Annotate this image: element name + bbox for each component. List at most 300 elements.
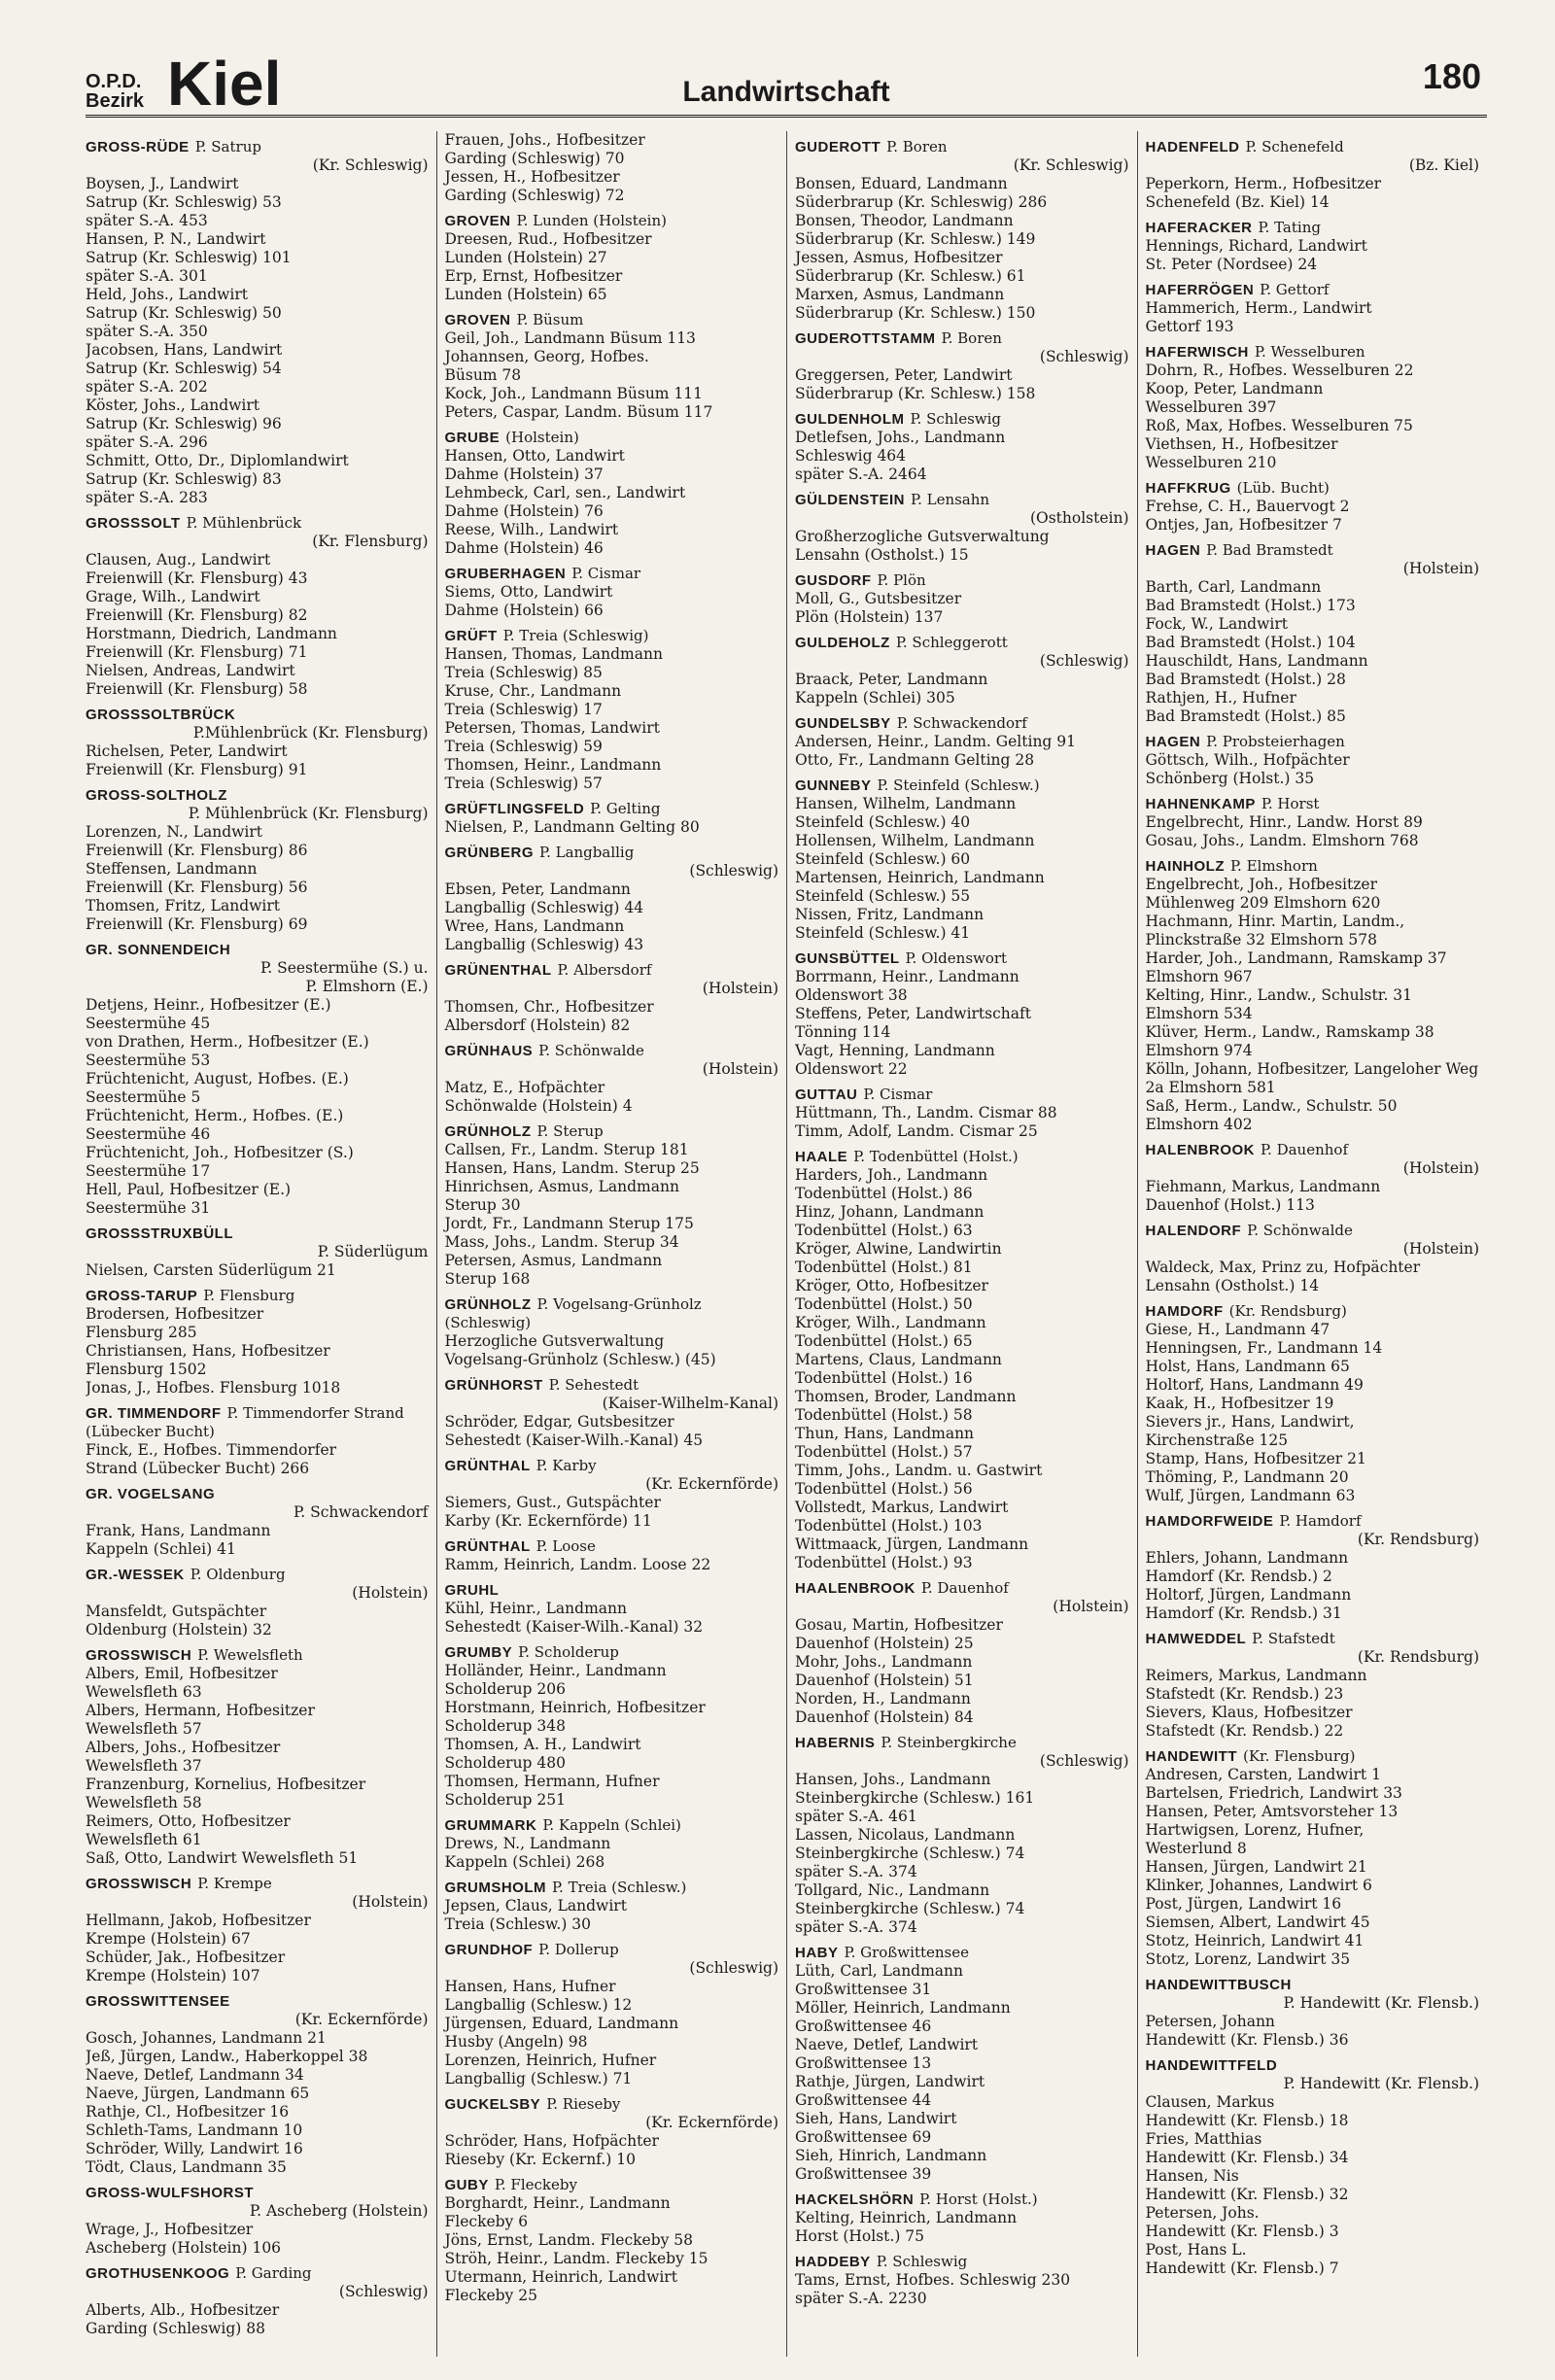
place-name: GRUMSHOLM [444,1880,546,1896]
directory-entry: Steffens, Peter, Landwirtschaft Tönning 114 [795,1005,1031,1041]
directory-entry: Hansen, Peter, Amtsvorsteher 13 [1145,1803,1399,1820]
place-heading [445,2095,779,2114]
place-post-office: P. Gelting [590,800,661,817]
place-name: HAMDORFWEIDE [1145,1513,1274,1530]
place-post-office: P. Wewelsfleth [197,1646,303,1664]
place-post-office: P. Rieseby [546,2095,621,2113]
place-name: HALENDORF [1145,1223,1242,1239]
directory-entry: Grage, Wilh., Landwirt Freienwill (Kr. Flensburg) 82 [86,588,308,624]
directory-entry: Moll, G., Gutsbesitzer Plön (Holstein) 137 [795,590,962,626]
directory-entry: Wrage, J., Hofbesitzer Ascheberg (Holstein) 106 [86,2221,282,2257]
directory-entry: Tams, Ernst, Hofbes. Schleswig 230 später S.-A. 2230 [795,2271,1071,2307]
place-heading [795,634,1129,652]
directory-entry: Horstmann, Diedrich, Landmann Freienwill (Kr. Flensburg) 71 [86,625,337,661]
directory-entry: Albers, Johs., Hofbesitzer Wewelsfleth 37 [86,1739,281,1775]
place-name: GÜLDENSTEIN [795,492,906,508]
directory-entry: Hollensen, Wilhelm, Landmann Steinfeld (Schlesw.) 60 [795,832,1035,868]
directory-entry: Brodersen, Hofbesitzer Flensburg 285 [86,1305,264,1341]
place-heading [86,138,429,156]
place-heading [795,329,1129,348]
place-heading [1146,733,1480,751]
directory-entry: Koop, Peter, Landmann Wesselburen 397 [1145,380,1324,416]
directory-entry: Naeve, Jürgen, Landmann 65 [86,2085,310,2102]
directory-entry: Siemsen, Albert, Landwirt 45 [1145,1914,1370,1931]
directory-entry: Albers, Emil, Hofbesitzer Wewelsfleth 63 [86,1665,278,1701]
place-subtitle: (Kr. Schleswig) [312,156,429,174]
place-subtitle: (Schleswig) [689,1959,778,1977]
place-post-office: P. Vogelsang-Grünholz (Schleswig) [444,1295,702,1331]
place-subtitle: P. Handewitt (Kr. Flensb.) [1283,1994,1479,2012]
place-post-office: (Holstein) [505,429,579,446]
place-heading [445,961,779,980]
place-post-office: P. Schenefeld [1245,138,1344,155]
place-name: GRÜNHORST [444,1377,543,1394]
place-name: GRÜNHOLZ [444,1123,532,1140]
directory-entry: Sieh, Hinrich, Landmann Großwittensee 39 [795,2147,987,2183]
place-heading [1146,795,1480,813]
place-name: GROSSWISCH [86,1876,192,1892]
place-post-office: P. Satrup [194,138,261,155]
directory-entry: Ebsen, Peter, Landmann Langballig (Schleswig) 44 [444,880,644,916]
directory-entry: Fries, Matthias Handewitt (Kr. Flensb.) 34 [1145,2130,1349,2166]
directory-entry: Albers, Hermann, Hofbesitzer Wewelsfleth 57 [86,1702,315,1738]
place-subtitle: P. Ascheberg (Holstein) [249,2202,429,2220]
district-city: Kiel [167,49,282,119]
directory-entry: Wulf, Jürgen, Landmann 63 [1145,1487,1356,1504]
place-subtitle: P. Schwackendorf [293,1503,429,1521]
directory-entry: Johannsen, Georg, Hofbes. Büsum 78 [444,348,649,384]
directory-entry: Detjens, Heinr., Hofbesitzer (E.) Seestermühe 45 [86,996,331,1032]
directory-entry: Vollstedt, Markus, Landwirt Todenbüttel (Holst.) 103 [795,1499,1009,1535]
place-subtitle: P. Mühlenbrück (Kr. Flensburg) [188,805,429,822]
place-heading [445,1295,779,1332]
directory-entry: Jonas, J., Hofbes. Flensburg 1018 [86,1379,341,1397]
place-name: HAFERWISCH [1145,344,1249,361]
place-heading [1146,1141,1480,1159]
place-subtitle: (Holstein) [1402,1159,1479,1177]
directory-entry: Jacobsen, Hans, Landwirt Satrup (Kr. Schleswig) 54 später S.-A. 202 [86,341,283,396]
directory-entry: Hansen, Otto, Landwirt Dahme (Holstein) 37 [444,447,625,483]
directory-entry: Finck, E., Hofbes. Timmendorfer Strand (Lübecker Bucht) 266 [86,1441,337,1477]
place-heading [86,1224,429,1243]
place-name: GULDEHOLZ [795,635,890,651]
directory-entry: Naeve, Detlef, Landmann 34 [86,2066,304,2084]
place-heading [445,1376,779,1395]
directory-entry: Lorenzen, N., Landwirt Freienwill (Kr. Flensburg) 86 [86,823,308,859]
directory-entry: Jeß, Jürgen, Landw., Haberkoppel 38 [86,2048,368,2065]
place-heading [1146,479,1480,498]
place-post-office: P. Cismar [863,1086,933,1103]
place-subtitle: (Schleswig) [689,862,778,880]
place-name: GRÜFT [444,628,498,644]
place-subtitle: (Holstein) [1053,1598,1129,1615]
directory-entry: Jürgensen, Eduard, Landmann Husby (Angeln) 98 [444,2015,679,2051]
directory-entry: Peperkorn, Herm., Hofbesitzer Schenefeld (Bz. Kiel) 14 [1145,175,1382,211]
place-heading [445,1941,779,1959]
directory-entry: Hammerich, Herm., Landwirt Gettorf 193 [1145,299,1372,335]
directory-entry: Ramm, Heinrich, Landm. Loose 22 [444,1556,711,1573]
place-heading [795,2253,1129,2271]
place-heading [795,1148,1129,1166]
place-post-office: P. Treia (Schleswig) [502,627,649,644]
directory-entry: Kröger, Wilh., Landmann Todenbüttel (Holst.) 65 [795,1314,986,1350]
directory-entry: Jessen, Asmus, Hofbesitzer Süderbrarup (Kr. Schlesw.) 61 [795,249,1026,285]
directory-entry: Jepsen, Claus, Landwirt Treia (Schlesw.) 30 [444,1897,627,1933]
place-heading [445,627,779,645]
directory-entry: Rathjen, H., Hufner Bad Bramstedt (Holst.) 85 [1145,689,1346,725]
place-subtitle: (Holstein) [352,1584,429,1602]
directory-entry: Schröder, Willy, Landwirt 16 [86,2140,303,2157]
place-subtitle: (Kr. Eckernförde) [645,2114,778,2131]
place-subtitle: P. Handewitt (Kr. Flensb.) [1283,2075,1479,2092]
place-post-office: P. Plön [877,571,926,589]
place-post-office: P. Sterup [536,1122,604,1140]
directory-entry: Klüver, Herm., Landw., Ramskamp 38 Elmshorn 974 [1145,1023,1434,1059]
place-heading [445,1581,779,1600]
directory-entry: Kelting, Heinrich, Landmann Horst (Holst.) 75 [795,2209,1018,2245]
place-name: GRUBE [444,430,501,446]
place-heading [86,786,429,805]
column-1 [86,131,436,2357]
directory-entry: Kelting, Hinr., Landw., Schulstr. 31 Elmshorn 534 [1145,986,1413,1022]
place-post-office: P. Scholderup [518,1643,619,1661]
directory-entry: Sieh, Hans, Landwirt Großwittensee 69 [795,2110,957,2146]
directory-entry: Hansen, Jürgen, Landwirt 21 [1145,1858,1367,1876]
place-name: GULDENHOLM [795,411,905,428]
directory-entry: Drews, N., Landmann Kappeln (Schlei) 268 [444,1835,611,1871]
directory-entry: Kruse, Chr., Landmann Treia (Schleswig) 17 [444,682,622,718]
columns [86,131,1487,2357]
place-name: HABY [795,1945,839,1961]
directory-entry: Ströh, Heinr., Landm. Fleckeby 15 [444,2250,708,2267]
directory-entry: Hachmann, Hinr. Martin, Landm., Plinckstraße 32 Elmshorn 578 [1145,913,1405,949]
place-post-office: P. Langballig [539,844,635,861]
directory-entry: Barth, Carl, Landmann Bad Bramstedt (Holst.) 173 [1145,578,1356,614]
place-name: GROVEN [444,213,511,229]
directory-entry: Schröder, Hans, Hofpächter Rieseby (Kr. Eckernf.) 10 [444,2132,659,2168]
place-heading [445,1042,779,1060]
place-post-office: P. Boren [941,329,1002,347]
directory-entry: Horstmann, Heinrich, Hofbesitzer Scholderup 348 [444,1699,706,1735]
place-name: GRÜNTHAL [444,1458,531,1474]
page-header [86,47,1487,118]
place-heading [795,1086,1129,1104]
place-heading [86,1992,429,2011]
directory-entry: Früchtenicht, Joh., Hofbesitzer (S.) Seestermühe 17 [86,1144,354,1180]
place-name: HAGEN [1145,734,1201,750]
place-subtitle: P. Süderlügum [317,1243,429,1260]
place-subtitle: (Schleswig) [1039,652,1129,670]
place-name: GRÜNHAUS [444,1043,534,1059]
directory-entry: Detlefsen, Johs., Landmann Schleswig 464 später S.-A. 2464 [795,429,1006,483]
directory-entry: Mass, Johs., Landm. Sterup 34 [444,1233,679,1251]
place-name: HAMWEDDEL [1145,1631,1247,1647]
place-name: GUDEROTTSTAMM [795,330,936,347]
directory-entry: Dreesen, Rud., Hofbesitzer Lunden (Holstein) 27 [444,230,652,266]
place-heading [445,212,779,230]
place-name: GRUBERHAGEN [444,566,567,582]
place-post-office: P. Tating [1258,219,1321,236]
place-subtitle: (Kr. Rendsburg) [1357,1531,1479,1548]
place-heading [795,2190,1129,2209]
place-heading [1146,2056,1480,2075]
directory-entry: Fiehmann, Markus, Landmann Dauenhof (Holst.) 113 [1145,1178,1381,1214]
directory-entry: Marxen, Asmus, Landmann Süderbrarup (Kr. Schlesw.) 150 [795,286,1036,322]
place-heading [1146,138,1480,156]
page-title: Landwirtschaft [682,76,890,108]
place-heading [1146,1976,1480,1994]
place-name: GROTHUSENKOOG [86,2265,230,2282]
directory-entry: Harders, Joh., Landmann Todenbüttel (Holst.) 86 [795,1166,988,1202]
directory-entry: Clausen, Markus Handewitt (Kr. Flensb.) 18 [1145,2093,1349,2129]
directory-entry: Richelsen, Peter, Landwirt Freienwill (Kr. Flensburg) 91 [86,742,308,778]
place-name: GRUMBY [444,1644,513,1661]
place-name: GUSDORF [795,572,872,589]
directory-entry: Post, Hans L. Handewitt (Kr. Flensb.) 7 [1145,2241,1339,2277]
place-post-office: P. Schönwalde [1247,1222,1353,1239]
place-post-office: P. Schleswig [910,410,1002,428]
directory-entry: Reimers, Otto, Hofbesitzer Wewelsfleth 61 [86,1812,291,1848]
place-heading [445,311,779,329]
place-post-office: P. Büsum [516,311,584,328]
directory-entry: Ehlers, Johann, Landmann Hamdorf (Kr. Rendsb.) 2 [1145,1549,1349,1585]
place-name: GR. VOGELSANG [86,1486,216,1502]
directory-entry: Holländer, Heinr., Landmann Scholderup 206 [444,1662,667,1698]
place-name: HAALENBROOK [795,1580,916,1597]
place-name: GROSSSOLT [86,515,181,532]
place-post-office: P. Gettorf [1260,281,1330,298]
directory-entry: Möller, Heinrich, Landmann Großwittensee 46 [795,1999,1011,2035]
directory-entry: Hansen, Hans, Hufner Langballig (Schlesw.) 12 [444,1978,633,2014]
place-post-office: P. Hamdorf [1279,1512,1362,1530]
directory-entry: Bonsen, Theodor, Landmann Süderbrarup (Kr. Schlesw.) 149 [795,212,1036,248]
place-heading [445,844,779,862]
place-subtitle: (Kr. Rendsburg) [1357,1648,1479,1666]
directory-entry: Kühl, Heinr., Landmann Sehestedt (Kaiser-Wilh.-Kanal) 32 [444,1600,704,1636]
directory-entry: Naeve, Detlef, Landwirt Großwittensee 13 [795,2036,979,2072]
place-post-office: P. Timmendorfer Strand (Lübecker Bucht) [86,1404,404,1440]
directory-entry: Sievers, Klaus, Hofbesitzer Stafstedt (Kr. Rendsb.) 22 [1145,1704,1353,1740]
place-post-office: P. Albersdorf [557,961,652,979]
directory-entry: Andresen, Carsten, Landwirt 1 [1145,1766,1381,1783]
place-subtitle: (Holstein) [702,1060,778,1078]
place-heading [86,514,429,533]
place-heading [445,1537,779,1556]
directory-entry: Stamp, Hans, Hofbesitzer 21 [1145,1450,1366,1467]
place-heading [795,410,1129,429]
place-name: HAALE [795,1149,848,1165]
place-post-office: P. Dauenhof [920,1579,1009,1597]
place-heading [1146,1302,1480,1321]
place-subtitle: (Schleswig) [338,2283,429,2300]
directory-entry: Thomsen, Chr., Hofbesitzer Albersdorf (Holstein) 82 [444,998,654,1034]
directory-entry: Frauen, Johs., Hofbesitzer Garding (Schleswig) 70 [444,131,645,167]
directory-entry: Alberts, Alb., Hofbesitzer Garding (Schleswig) 88 [86,2301,280,2337]
directory-entry: Petersen, Johs. Handewitt (Kr. Flensb.) 3 [1145,2204,1339,2240]
place-heading [86,941,429,959]
place-heading [795,1734,1129,1752]
directory-entry: Giese, H., Landmann 47 [1145,1321,1330,1338]
place-post-office: (Lüb. Bucht) [1236,479,1330,497]
directory-entry: von Drathen, Herm., Hofbesitzer (E.) Seestermühe 53 [86,1033,369,1069]
directory-entry: Callsen, Fr., Landm. Sterup 181 [444,1141,689,1158]
place-subtitle: P. Seestermühe (S.) u. P. Elmshorn (E.) [259,959,429,995]
column-4 [1137,131,1488,2357]
place-post-office: P. Schleswig [876,2253,968,2270]
place-name: HADDEBY [795,2254,871,2270]
place-post-office: P. Lunden (Holstein) [516,212,667,229]
directory-entry: Martens, Claus, Landmann Todenbüttel (Holst.) 16 [795,1351,1002,1387]
directory-entry: Lorenzen, Heinrich, Hufner Langballig (Schlesw.) 71 [444,2052,657,2087]
place-name: GRÜNENTHAL [444,962,552,979]
place-heading [86,1485,429,1503]
place-post-office: P. Karby [536,1457,597,1474]
directory-entry: Greggersen, Peter, Landwirt Süderbrarup (Kr. Schlesw.) 158 [795,366,1036,402]
place-name: HACKELSHÖRN [795,2191,915,2208]
directory-entry: Großherzogliche Gutsverwaltung Lensahn (Ostholst.) 15 [795,528,1050,564]
place-post-office: P. Elmshorn [1230,857,1318,875]
directory-entry: Saß, Otto, Landwirt Wewelsfleth 51 [86,1849,359,1867]
place-name: GRUHL [444,1582,500,1599]
place-name: GRUNDHOF [444,1942,534,1958]
place-post-office: P. Krempe [197,1875,272,1892]
place-post-office: P. Wesselburen [1254,343,1365,361]
directory-entry: Thomsen, Heinr., Landmann Treia (Schleswig) 57 [444,756,662,792]
directory-entry: Hüttmann, Th., Landm. Cismar 88 [795,1104,1057,1121]
column-3 [786,131,1137,2357]
place-post-office: P. Schönwalde [538,1042,644,1059]
place-post-office: P. Kappeln (Schlei) [542,1816,681,1834]
place-subtitle: (Ostholstein) [1029,509,1129,527]
place-post-office: P. Probsteierhagen [1206,733,1345,750]
directory-entry: Thun, Hans, Landmann Todenbüttel (Holst.) 57 [795,1425,975,1461]
place-name: HAINHOLZ [1145,858,1225,875]
directory-entry: Schüder, Jak., Hofbesitzer Krempe (Holstein) 107 [86,1949,286,1984]
place-post-office: P. Boren [886,138,948,155]
directory-entry: Siems, Otto, Landwirt Dahme (Holstein) 66 [444,583,613,619]
place-post-office: P. Dollerup [538,1941,619,1958]
directory-entry: Mohr, Johs., Landmann Dauenhof (Holstein) 51 [795,1653,974,1689]
place-subtitle: (Kr. Eckernförde) [294,2011,429,2028]
directory-entry: Timm, Adolf, Landm. Cismar 25 [795,1122,1038,1140]
place-name: GROSSSOLTBRÜCK [86,707,236,723]
place-heading [795,1579,1129,1598]
directory-entry: Rathje, Cl., Hofbesitzer 16 [86,2103,290,2121]
directory-entry: Kaak, H., Hofbesitzer 19 [1145,1395,1334,1412]
place-name: GROSSWITTENSEE [86,1993,230,2010]
directory-entry: Waldeck, Max, Prinz zu, Hofpächter Lensahn (Ostholst.) 14 [1145,1259,1421,1294]
directory-entry: Boysen, J., Landwirt Satrup (Kr. Schleswig) 53 später S.-A. 453 [86,175,282,229]
place-heading [445,1457,779,1475]
place-heading [445,1122,779,1141]
directory-entry: Kock, Joh., Landmann Büsum 111 [444,385,704,402]
place-heading [795,776,1129,795]
page-number: 180 [1422,56,1481,96]
directory-entry: Thomsen, Hermann, Hufner Scholderup 251 [444,1773,660,1809]
directory-entry: Stotz, Lorenz, Landwirt 35 [1145,1950,1351,1968]
place-heading [86,1404,429,1441]
directory-entry: Christiansen, Hans, Hofbesitzer Flensburg 1502 [86,1342,330,1378]
place-heading [445,429,779,447]
directory-entry: Sievers jr., Hans, Landwirt, Kirchenstraße 125 [1145,1413,1355,1449]
directory-entry: Gosch, Johannes, Landmann 21 [86,2029,327,2047]
directory-entry: Nielsen, P., Landmann Gelting 80 [444,818,700,836]
place-post-office: P. Dauenhof [1261,1141,1348,1158]
place-name: HABERNIS [795,1735,876,1751]
place-heading [86,1646,429,1665]
directory-entry: Schleth-Tams, Landmann 10 [86,2121,303,2139]
directory-entry: Thomsen, Broder, Landmann Todenbüttel (Holst.) 58 [795,1388,1017,1424]
place-post-office: P. Mühlenbrück [186,514,302,532]
place-heading [445,1816,779,1835]
directory-entry: Wree, Hans, Landmann Langballig (Schleswig) 43 [444,917,644,953]
directory-entry: Lüth, Carl, Landmann Großwittensee 31 [795,1962,964,1998]
directory-entry: Hennings, Richard, Landwirt St. Peter (Nordsee) 24 [1145,237,1367,273]
directory-entry: Köster, Johs., Landwirt Satrup (Kr. Schleswig) 96 später S.-A. 296 [86,397,282,451]
place-name: GROSS-SOLTHOLZ [86,787,227,804]
directory-entry: Jessen, H., Hofbesitzer Garding (Schleswig) 72 [444,168,625,204]
directory-entry: Hansen, Hans, Landm. Sterup 25 [444,1159,700,1177]
directory-entry: Klinker, Johannes, Landwirt 6 [1145,1877,1372,1894]
directory-entry: Kröger, Otto, Hofbesitzer Todenbüttel (Holst.) 50 [795,1277,988,1313]
place-heading [1146,1630,1480,1648]
place-post-office: P. Oldenburg [190,1566,286,1583]
place-heading [1146,1222,1480,1240]
place-heading [1146,541,1480,560]
place-subtitle: P.Mühlenbrück (Kr. Flensburg) [192,724,429,742]
place-post-office: P. Schwackendorf [896,714,1027,732]
directory-entry: Franzenburg, Kornelius, Hofbesitzer Wewelsfleth 58 [86,1776,366,1811]
directory-entry: Fock, W., Landwirt Bad Bramstedt (Holst.) 104 [1145,615,1356,651]
place-post-office: P. Steinfeld (Schlesw.) [877,776,1040,794]
place-subtitle: (Kr. Eckernförde) [645,1475,778,1493]
place-heading [795,949,1129,968]
directory-entry: Thöming, P., Landmann 20 [1145,1468,1349,1486]
place-post-office: P. Fleckeby [494,2176,577,2193]
place-name: GROVEN [444,312,511,328]
place-heading [1146,1512,1480,1531]
place-name: HAFERRÖGEN [1145,282,1255,298]
place-name: HADENFELD [1145,139,1240,155]
directory-entry: Reimers, Markus, Landmann Stafstedt (Kr. Rendsb.) 23 [1145,1667,1367,1703]
directory-entry: Kölln, Johann, Hofbesitzer, Langeloher Weg 2a Elmshorn 581 [1145,1060,1479,1096]
directory-entry: Borghardt, Heinr., Landmann Fleckeby 6 [444,2194,671,2230]
directory-entry: Lassen, Nicolaus, Landmann Steinbergkirche (Schlesw.) 74 später S.-A. 374 [795,1826,1025,1880]
place-name: GROSS-RÜDE [86,139,190,155]
directory-entry: Clausen, Aug., Landwirt Freienwill (Kr. Flensburg) 43 [86,551,308,587]
directory-entry: Mansfeldt, Gutspächter Oldenburg (Holstein) 32 [86,1603,272,1638]
place-name: GR. TIMMENDORF [86,1405,222,1422]
place-subtitle: (Holstein) [1402,560,1479,577]
place-heading [86,1287,429,1305]
place-heading [1146,857,1480,876]
place-name: HALENBROOK [1145,1142,1255,1158]
directory-entry: Geil, Joh., Landmann Büsum 113 [444,329,696,347]
place-subtitle: (Kr. Schleswig) [1013,156,1129,174]
place-post-office: P. Flensburg [203,1287,295,1304]
place-subtitle: (Holstein) [352,1893,429,1911]
place-name: GUNNEBY [795,777,872,794]
directory-entry: Holst, Hans, Landmann 65 [1145,1358,1350,1375]
directory-entry: Hinz, Johann, Landmann Todenbüttel (Holst.) 63 [795,1203,985,1239]
directory-entry: Roß, Max, Hofbes. Wesselburen 75 [1145,417,1413,434]
directory-entry: Petersen, Thomas, Landwirt Treia (Schleswig) 59 [444,719,660,755]
directory-entry: Nielsen, Carsten Süderlügum 21 [86,1261,336,1279]
directory-entry: Stotz, Heinrich, Landwirt 41 [1145,1932,1365,1949]
directory-entry: Hansen, P. N., Landwirt Satrup (Kr. Schleswig) 101 später S.-A. 301 [86,230,292,285]
directory-entry: Rathje, Jürgen, Landwirt Großwittensee 44 [795,2073,985,2109]
directory-entry: Matz, E., Hofpächter Schönwalde (Holstein) 4 [444,1079,633,1115]
